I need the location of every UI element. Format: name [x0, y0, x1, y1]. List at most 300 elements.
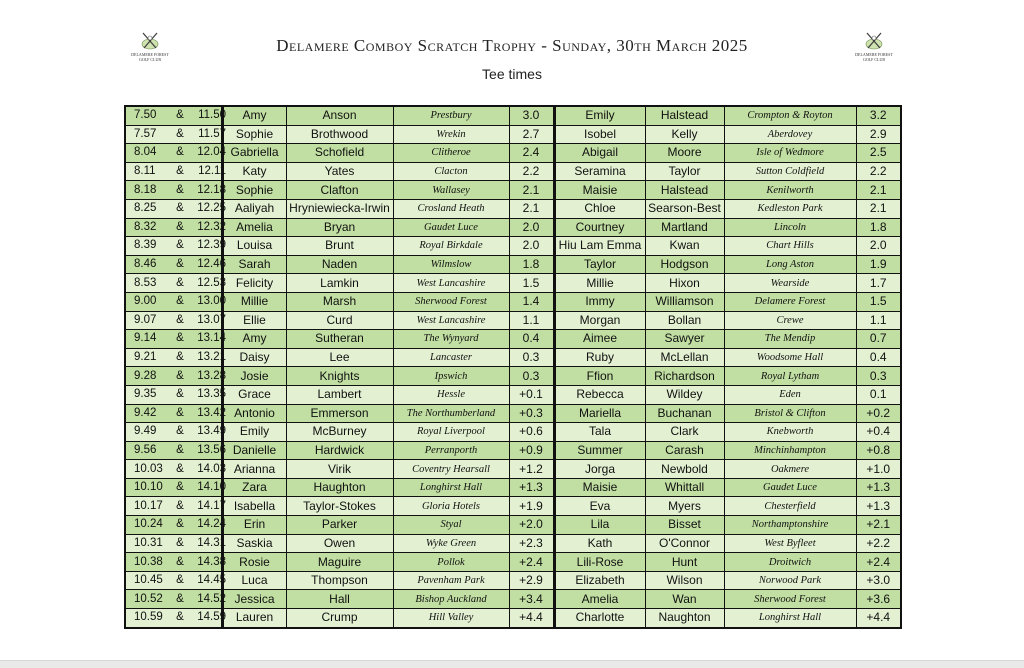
- time-separator: &: [176, 220, 184, 233]
- player-a-first-name: Emily: [222, 423, 286, 442]
- document-header: [0, 0, 1024, 100]
- player-a-first-name: Amelia: [222, 218, 286, 237]
- player-a-first-name: Antonio: [222, 404, 286, 423]
- player-a-first-name: Danielle: [222, 441, 286, 460]
- player-a-first-name: Luca: [222, 571, 286, 590]
- player-a-handicap: +0.9: [509, 441, 554, 460]
- player-b-handicap: +0.4: [856, 423, 900, 442]
- tee-time-cell: [126, 571, 226, 590]
- player-b-handicap: +4.4: [856, 609, 900, 627]
- second-tee-time: 13.42: [197, 406, 226, 419]
- player-b-handicap: 2.1: [856, 181, 900, 200]
- player-a-last-name: Virik: [286, 460, 393, 479]
- second-tee-time: 12.53: [197, 276, 226, 289]
- player-b-handicap: 1.1: [856, 311, 900, 330]
- tee-time-cell: [126, 237, 226, 256]
- first-tee-time: 8.25: [134, 202, 157, 215]
- logo-text-1: DELAMERE FOREST: [131, 52, 169, 57]
- player-a-last-name: Brothwood: [286, 125, 393, 144]
- player-b-handicap: 3.2: [856, 107, 900, 125]
- first-tee-time: 10.03: [134, 462, 163, 475]
- player-b-handicap: +2.4: [856, 553, 900, 572]
- player-a-club: Gloria Hotels: [393, 497, 509, 516]
- time-separator: &: [176, 388, 184, 401]
- player-b-last-name: Hunt: [645, 553, 724, 572]
- player-b-handicap: 2.9: [856, 125, 900, 144]
- player-b-handicap: 2.1: [856, 199, 900, 218]
- time-separator: &: [176, 611, 184, 624]
- first-tee-time: 9.56: [134, 443, 157, 456]
- player-a-first-name: Zara: [222, 478, 286, 497]
- time-separator: &: [176, 574, 184, 587]
- player-b-club: Crompton & Royton: [724, 107, 856, 125]
- player-a-last-name: Curd: [286, 311, 393, 330]
- player-a-first-name: Isabella: [222, 497, 286, 516]
- player-a-first-name: Jessica: [222, 590, 286, 609]
- player-a-handicap: 2.7: [509, 125, 554, 144]
- player-a-last-name: Naden: [286, 255, 393, 274]
- player-b-club: Sutton Coldfield: [724, 162, 856, 181]
- player-a-first-name: Amy: [222, 107, 286, 125]
- player-a-last-name: Haughton: [286, 478, 393, 497]
- player-b-last-name: Kwan: [645, 237, 724, 256]
- tee-time-cell: [126, 609, 226, 627]
- player-a-first-name: Millie: [222, 292, 286, 311]
- player-a-last-name: Lamkin: [286, 274, 393, 293]
- player-a-last-name: Lambert: [286, 385, 393, 404]
- player-a-club: Clacton: [393, 162, 509, 181]
- first-tee-time: 9.28: [134, 369, 157, 382]
- first-tee-time: 8.46: [134, 258, 157, 271]
- second-tee-time: 12.18: [197, 183, 226, 196]
- player-a-handicap: +0.3: [509, 404, 554, 423]
- first-tee-time: 8.11: [134, 165, 156, 178]
- player-b-first-name: Courtney: [554, 218, 645, 237]
- player-b-first-name: Lila: [554, 516, 645, 535]
- table-row: [126, 404, 900, 423]
- player-a-last-name: Yates: [286, 162, 393, 181]
- player-a-club: Hill Valley: [393, 609, 509, 627]
- player-a-club: Gaudet Luce: [393, 218, 509, 237]
- table-row: [126, 162, 900, 181]
- player-b-last-name: Hixon: [645, 274, 724, 293]
- table-row: [126, 348, 900, 367]
- first-tee-time: 8.18: [134, 183, 157, 196]
- player-b-first-name: Maisie: [554, 478, 645, 497]
- logo-text-1: DELAMERE FOREST: [855, 52, 893, 57]
- player-a-handicap: +3.4: [509, 590, 554, 609]
- first-tee-time: 10.59: [134, 611, 163, 624]
- player-a-last-name: Taylor-Stokes: [286, 497, 393, 516]
- player-b-last-name: Richardson: [645, 367, 724, 386]
- player-b-handicap: +0.8: [856, 441, 900, 460]
- player-b-last-name: Hodgson: [645, 255, 724, 274]
- player-b-first-name: Taylor: [554, 255, 645, 274]
- table-row: [126, 181, 900, 200]
- player-a-handicap: 3.0: [509, 107, 554, 125]
- player-b-first-name: Elizabeth: [554, 571, 645, 590]
- tee-time-cell: [126, 423, 226, 442]
- player-b-last-name: Whittall: [645, 478, 724, 497]
- player-a-handicap: +0.1: [509, 385, 554, 404]
- time-separator: &: [176, 518, 184, 531]
- second-tee-time: 14.10: [197, 481, 226, 494]
- player-b-handicap: 0.4: [856, 348, 900, 367]
- player-b-first-name: Amelia: [554, 590, 645, 609]
- tee-time-cell: [126, 460, 226, 479]
- tee-time-cell: [126, 292, 226, 311]
- player-a-club: The Northumberland: [393, 404, 509, 423]
- first-tee-time: 10.24: [134, 518, 163, 531]
- second-tee-time: 13.21: [197, 351, 226, 364]
- first-tee-time: 10.45: [134, 574, 163, 587]
- player-a-handicap: +1.9: [509, 497, 554, 516]
- table-row: [126, 497, 900, 516]
- player-b-handicap: +1.3: [856, 497, 900, 516]
- time-separator: &: [176, 443, 184, 456]
- player-b-first-name: Tala: [554, 423, 645, 442]
- player-b-club: The Mendip: [724, 330, 856, 349]
- second-tee-time: 14.31: [197, 536, 226, 549]
- player-b-handicap: 2.5: [856, 144, 900, 163]
- player-b-last-name: Kelly: [645, 125, 724, 144]
- time-separator: &: [176, 536, 184, 549]
- table-row: [126, 107, 900, 125]
- player-b-club: Royal Lytham: [724, 367, 856, 386]
- player-a-first-name: Daisy: [222, 348, 286, 367]
- player-a-last-name: Crump: [286, 609, 393, 627]
- player-b-first-name: Hiu Lam Emma: [554, 237, 645, 256]
- first-tee-time: 7.57: [134, 127, 157, 140]
- player-a-club: Wrekin: [393, 125, 509, 144]
- player-a-last-name: Schofield: [286, 144, 393, 163]
- table-row: [126, 311, 900, 330]
- player-b-last-name: Halstead: [645, 181, 724, 200]
- time-separator: &: [176, 109, 184, 122]
- second-tee-time: 14.03: [197, 462, 226, 475]
- player-b-club: Chart Hills: [724, 237, 856, 256]
- player-b-club: Sherwood Forest: [724, 590, 856, 609]
- player-a-handicap: 0.3: [509, 348, 554, 367]
- time-separator: &: [176, 369, 184, 382]
- player-b-handicap: +0.2: [856, 404, 900, 423]
- player-b-club: Wearside: [724, 274, 856, 293]
- table-row: [126, 144, 900, 163]
- first-tee-time: 9.49: [134, 425, 157, 438]
- player-b-last-name: Taylor: [645, 162, 724, 181]
- table-row: [126, 441, 900, 460]
- player-b-handicap: +1.3: [856, 478, 900, 497]
- time-separator: &: [176, 239, 184, 252]
- player-a-club: Perranporth: [393, 441, 509, 460]
- table-row: [126, 609, 900, 627]
- player-a-last-name: McBurney: [286, 423, 393, 442]
- player-b-last-name: Bisset: [645, 516, 724, 535]
- time-separator: &: [176, 555, 184, 568]
- player-b-club: Delamere Forest: [724, 292, 856, 311]
- second-tee-time: 13.49: [197, 425, 226, 438]
- player-a-handicap: 1.1: [509, 311, 554, 330]
- player-b-last-name: Wildey: [645, 385, 724, 404]
- player-a-handicap: +4.4: [509, 609, 554, 627]
- first-tee-time: 7.50: [134, 109, 157, 122]
- tee-time-cell: [126, 590, 226, 609]
- tee-time-cell: [126, 311, 226, 330]
- tee-time-cell: [126, 144, 226, 163]
- second-tee-time: 12.39: [197, 239, 226, 252]
- player-a-club: Longhirst Hall: [393, 478, 509, 497]
- second-tee-time: 14.24: [197, 518, 226, 531]
- time-separator: &: [176, 183, 184, 196]
- first-tee-time: 10.10: [134, 481, 163, 494]
- player-b-handicap: +2.2: [856, 534, 900, 553]
- first-tee-time: 8.32: [134, 220, 157, 233]
- second-tee-time: 13.14: [197, 332, 226, 345]
- player-b-last-name: Moore: [645, 144, 724, 163]
- player-a-last-name: Hardwick: [286, 441, 393, 460]
- second-tee-time: 12.11: [198, 165, 226, 178]
- tee-time-cell: [126, 218, 226, 237]
- table-row: [126, 125, 900, 144]
- player-b-handicap: +3.0: [856, 571, 900, 590]
- player-b-handicap: 1.5: [856, 292, 900, 311]
- player-a-first-name: Sarah: [222, 255, 286, 274]
- second-tee-time: 13.00: [197, 295, 226, 308]
- player-b-club: Droitwich: [724, 553, 856, 572]
- player-a-handicap: +2.9: [509, 571, 554, 590]
- player-a-club: Wilmslow: [393, 255, 509, 274]
- second-tee-time: 14.17: [197, 499, 226, 512]
- player-b-club: Eden: [724, 385, 856, 404]
- first-tee-time: 9.07: [134, 313, 157, 326]
- player-a-handicap: +1.2: [509, 460, 554, 479]
- player-b-handicap: 1.7: [856, 274, 900, 293]
- player-b-first-name: Rebecca: [554, 385, 645, 404]
- tee-time-cell: [126, 385, 226, 404]
- time-separator: &: [176, 202, 184, 215]
- player-b-handicap: +3.6: [856, 590, 900, 609]
- player-b-last-name: Wan: [645, 590, 724, 609]
- player-b-club: Lincoln: [724, 218, 856, 237]
- second-tee-time: 14.52: [197, 592, 226, 605]
- table-row: [126, 590, 900, 609]
- player-b-club: Northamptonshire: [724, 516, 856, 535]
- player-a-handicap: 1.8: [509, 255, 554, 274]
- player-b-club: Long Aston: [724, 255, 856, 274]
- logo-text-2: GOLF CLUB: [862, 57, 886, 62]
- tee-time-cell: [126, 348, 226, 367]
- player-a-club: West Lancashire: [393, 311, 509, 330]
- time-separator: &: [176, 462, 184, 475]
- player-a-club: Royal Liverpool: [393, 423, 509, 442]
- player-a-first-name: Arianna: [222, 460, 286, 479]
- table-row: [126, 218, 900, 237]
- player-b-club: Kenilworth: [724, 181, 856, 200]
- table-row: [126, 385, 900, 404]
- second-tee-time: 13.07: [197, 313, 226, 326]
- first-tee-time: 9.42: [134, 406, 157, 419]
- player-a-last-name: Bryan: [286, 218, 393, 237]
- player-b-handicap: 0.1: [856, 385, 900, 404]
- player-b-last-name: Naughton: [645, 609, 724, 627]
- player-b-first-name: Chloe: [554, 199, 645, 218]
- player-a-handicap: 1.4: [509, 292, 554, 311]
- page-title: Delamere Comboy Scratch Trophy - Sunday, 30th March 2025: [276, 36, 748, 55]
- player-a-club: Styal: [393, 516, 509, 535]
- player-b-club: Crewe: [724, 311, 856, 330]
- table-row: [126, 423, 900, 442]
- player-a-handicap: +2.4: [509, 553, 554, 572]
- player-b-handicap: 2.2: [856, 162, 900, 181]
- club-logo-right: [853, 30, 895, 70]
- player-a-last-name: Anson: [286, 107, 393, 125]
- tee-time-cell: [126, 553, 226, 572]
- player-a-last-name: Knights: [286, 367, 393, 386]
- player-b-club: Woodsome Hall: [724, 348, 856, 367]
- second-tee-time: 14.45: [197, 574, 226, 587]
- table-row: [126, 274, 900, 293]
- table-row: [126, 237, 900, 256]
- player-a-club: Pollok: [393, 553, 509, 572]
- player-a-last-name: Sutheran: [286, 330, 393, 349]
- player-a-handicap: +2.0: [509, 516, 554, 535]
- player-b-club: Aberdovey: [724, 125, 856, 144]
- player-a-club: Hessle: [393, 385, 509, 404]
- time-separator: &: [176, 313, 184, 326]
- player-a-club: Prestbury: [393, 107, 509, 125]
- second-tee-time: 14.59: [197, 611, 226, 624]
- player-b-club: West Byfleet: [724, 534, 856, 553]
- player-a-handicap: 2.0: [509, 237, 554, 256]
- player-a-first-name: Lauren: [222, 609, 286, 627]
- table-row: [126, 534, 900, 553]
- player-a-handicap: 0.3: [509, 367, 554, 386]
- time-separator: &: [176, 295, 184, 308]
- second-tee-time: 12.04: [197, 146, 226, 159]
- player-a-last-name: Hall: [286, 590, 393, 609]
- player-a-last-name: Marsh: [286, 292, 393, 311]
- player-b-last-name: Newbold: [645, 460, 724, 479]
- first-tee-time: 8.04: [134, 146, 157, 159]
- second-tee-time: 13.35: [197, 388, 226, 401]
- second-tee-time: 14.38: [197, 555, 226, 568]
- player-b-club: Knebworth: [724, 423, 856, 442]
- tee-time-cell: [126, 162, 226, 181]
- player-a-first-name: Sophie: [222, 181, 286, 200]
- first-tee-time: 10.38: [134, 555, 163, 568]
- player-b-club: Kedleston Park: [724, 199, 856, 218]
- second-tee-time: 12.32: [197, 220, 226, 233]
- time-separator: &: [176, 592, 184, 605]
- table-row: [126, 553, 900, 572]
- player-a-club: Sherwood Forest: [393, 292, 509, 311]
- player-a-first-name: Ellie: [222, 311, 286, 330]
- first-tee-time: 10.52: [134, 592, 163, 605]
- player-b-club: Oakmere: [724, 460, 856, 479]
- player-b-club: Longhirst Hall: [724, 609, 856, 627]
- player-b-first-name: Millie: [554, 274, 645, 293]
- player-b-club: Bristol & Clifton: [724, 404, 856, 423]
- player-a-handicap: +1.3: [509, 478, 554, 497]
- table-row: [126, 255, 900, 274]
- player-a-handicap: 2.2: [509, 162, 554, 181]
- page-subtitle: Tee times: [482, 66, 542, 82]
- tee-time-cell: [126, 107, 226, 125]
- player-b-first-name: Seramina: [554, 162, 645, 181]
- first-tee-time: 9.21: [134, 351, 157, 364]
- crossed-clubs-icon: [863, 30, 885, 52]
- tee-times-table: [124, 105, 902, 629]
- viewer-bottom-edge: [0, 660, 1024, 668]
- player-a-last-name: Clafton: [286, 181, 393, 200]
- first-tee-time: 10.17: [134, 499, 163, 512]
- tee-time-cell: [126, 497, 226, 516]
- player-b-handicap: 1.9: [856, 255, 900, 274]
- player-a-handicap: 2.1: [509, 181, 554, 200]
- player-b-first-name: Summer: [554, 441, 645, 460]
- player-a-first-name: Sophie: [222, 125, 286, 144]
- time-separator: &: [176, 127, 184, 140]
- player-b-last-name: Clark: [645, 423, 724, 442]
- player-b-first-name: Aimee: [554, 330, 645, 349]
- tee-time-cell: [126, 404, 226, 423]
- first-tee-time: 9.00: [134, 295, 157, 308]
- player-b-handicap: 2.0: [856, 237, 900, 256]
- player-a-first-name: Katy: [222, 162, 286, 181]
- player-b-last-name: Martland: [645, 218, 724, 237]
- second-tee-time: 11.57: [198, 127, 226, 140]
- player-b-last-name: Carash: [645, 441, 724, 460]
- player-b-last-name: Williamson: [645, 292, 724, 311]
- player-a-first-name: Aaliyah: [222, 199, 286, 218]
- player-a-last-name: Hryniewiecka-Irwin: [286, 199, 393, 218]
- player-b-first-name: Lili-Rose: [554, 553, 645, 572]
- player-a-last-name: Emmerson: [286, 404, 393, 423]
- player-a-first-name: Erin: [222, 516, 286, 535]
- player-a-club: West Lancashire: [393, 274, 509, 293]
- player-a-handicap: 2.1: [509, 199, 554, 218]
- table-row: [126, 330, 900, 349]
- tee-time-cell: [126, 330, 226, 349]
- player-b-first-name: Mariella: [554, 404, 645, 423]
- player-b-club: Gaudet Luce: [724, 478, 856, 497]
- player-a-club: Clitheroe: [393, 144, 509, 163]
- player-a-handicap: 1.5: [509, 274, 554, 293]
- table-row: [126, 516, 900, 535]
- tee-time-cell: [126, 255, 226, 274]
- first-tee-time: 8.53: [134, 276, 157, 289]
- player-b-first-name: Eva: [554, 497, 645, 516]
- player-b-last-name: Myers: [645, 497, 724, 516]
- table-row: [126, 478, 900, 497]
- player-b-first-name: Immy: [554, 292, 645, 311]
- player-a-handicap: 2.4: [509, 144, 554, 163]
- player-a-club: Wyke Green: [393, 534, 509, 553]
- table-row: [126, 199, 900, 218]
- second-tee-time: 13.56: [197, 443, 226, 456]
- tee-time-cell: [126, 199, 226, 218]
- time-separator: &: [176, 425, 184, 438]
- player-b-handicap: +1.0: [856, 460, 900, 479]
- player-b-club: Norwood Park: [724, 571, 856, 590]
- player-b-last-name: Buchanan: [645, 404, 724, 423]
- player-a-club: The Wynyard: [393, 330, 509, 349]
- player-a-last-name: Maguire: [286, 553, 393, 572]
- player-a-first-name: Gabriella: [222, 144, 286, 163]
- player-a-club: Pavenham Park: [393, 571, 509, 590]
- time-separator: &: [176, 499, 184, 512]
- first-tee-time: 10.31: [134, 536, 163, 549]
